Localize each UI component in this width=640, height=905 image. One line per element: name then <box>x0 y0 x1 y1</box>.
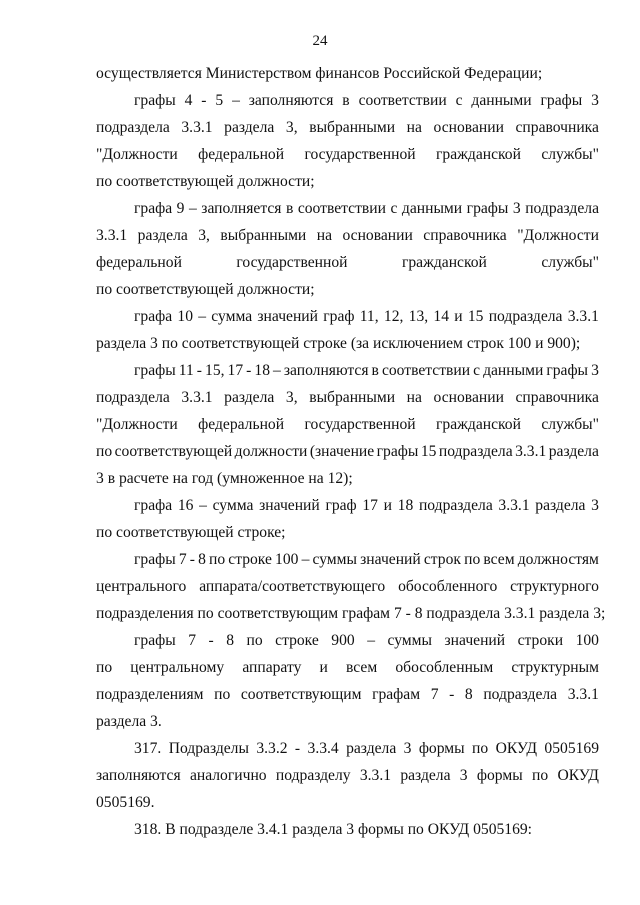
paragraph-317 <box>96 735 599 816</box>
paragraph-318 <box>96 816 599 843</box>
text-line: 3 в расчете на год (умноженное на 12); <box>96 470 353 487</box>
text-line: 318. В подразделе 3.4.1 раздела 3 формы по ОКУД 0505169: <box>134 821 533 838</box>
text-line: по соответствующей должности (значение графы 15 подраздела 3.3.1 раздела <box>96 443 599 460</box>
text-line: по соответствующей строке; <box>96 524 286 541</box>
text-line: по соответствующей должности; <box>96 173 315 190</box>
text-line: раздела 3 по соответствующей строке (за исключением строк 100 и 900); <box>96 335 581 352</box>
document-body <box>96 60 606 843</box>
text-line: "Должности федеральной государственной гражданской службы" <box>96 416 599 433</box>
text-line: подраздела 3.3.1 раздела 3, выбранными на основании справочника <box>96 389 599 406</box>
text-line: графы 7 - 8 по строке 100 – суммы значений строк по всем должностям <box>134 551 599 568</box>
text-line: по соответствующей должности; <box>96 281 315 298</box>
text-line: графы 11 - 15, 17 - 18 – заполняются в соответствии с данными графы 3 <box>134 362 599 379</box>
paragraph-column-9 <box>96 195 599 303</box>
text-line: графа 10 – сумма значений граф 11, 12, 13, 14 и 15 подраздела 3.3.1 <box>134 308 599 325</box>
paragraph-ministry <box>96 60 599 87</box>
text-line: 317. Подразделы 3.3.2 - 3.3.4 раздела 3 формы по ОКУД 0505169 <box>134 740 599 757</box>
paragraph-columns-4-5 <box>96 87 599 195</box>
text-line: подразделения по соответствующим графам 7 - 8 подраздела 3.3.1 раздела 3; <box>96 605 606 622</box>
text-line: 0505169. <box>96 794 155 811</box>
text-line: графы 7 - 8 по строке 900 – суммы значений строки 100 <box>134 632 599 649</box>
page-number: 24 <box>312 33 328 49</box>
text-line: центрального аппарата/соответствующего обособленного структурного <box>96 578 599 595</box>
text-line: федеральной государственной гражданской службы" <box>96 254 599 271</box>
text-line: заполняются аналогично подразделу 3.3.1 раздела 3 формы по ОКУД <box>96 767 599 784</box>
paragraph-column-10 <box>96 303 599 357</box>
text-line: по центральному аппарату и всем обособленным структурным <box>96 659 599 676</box>
paragraph-row-100 <box>96 546 606 627</box>
paragraph-row-900 <box>96 627 599 735</box>
text-line: 3.3.1 раздела 3, выбранными на основании справочника "Должности <box>96 227 599 244</box>
text-line: раздела 3. <box>96 713 162 730</box>
text-line: "Должности федеральной государственной гражданской службы" <box>96 146 599 163</box>
paragraph-columns-11-18 <box>96 357 599 492</box>
text-line: осуществляется Министерством финансов Российской Федерации; <box>96 65 543 82</box>
paragraph-column-16 <box>96 492 599 546</box>
text-line: подразделениям по соответствующим графам 7 - 8 подраздела 3.3.1 <box>96 686 599 703</box>
text-line: подраздела 3.3.1 раздела 3, выбранными на основании справочника <box>96 119 599 136</box>
text-line: графы 4 - 5 – заполняются в соответствии с данными графы 3 <box>134 92 599 109</box>
text-line: графа 9 – заполняется в соответствии с данными графы 3 подраздела <box>134 200 599 217</box>
text-line: графа 16 – сумма значений граф 17 и 18 подраздела 3.3.1 раздела 3 <box>134 497 599 514</box>
